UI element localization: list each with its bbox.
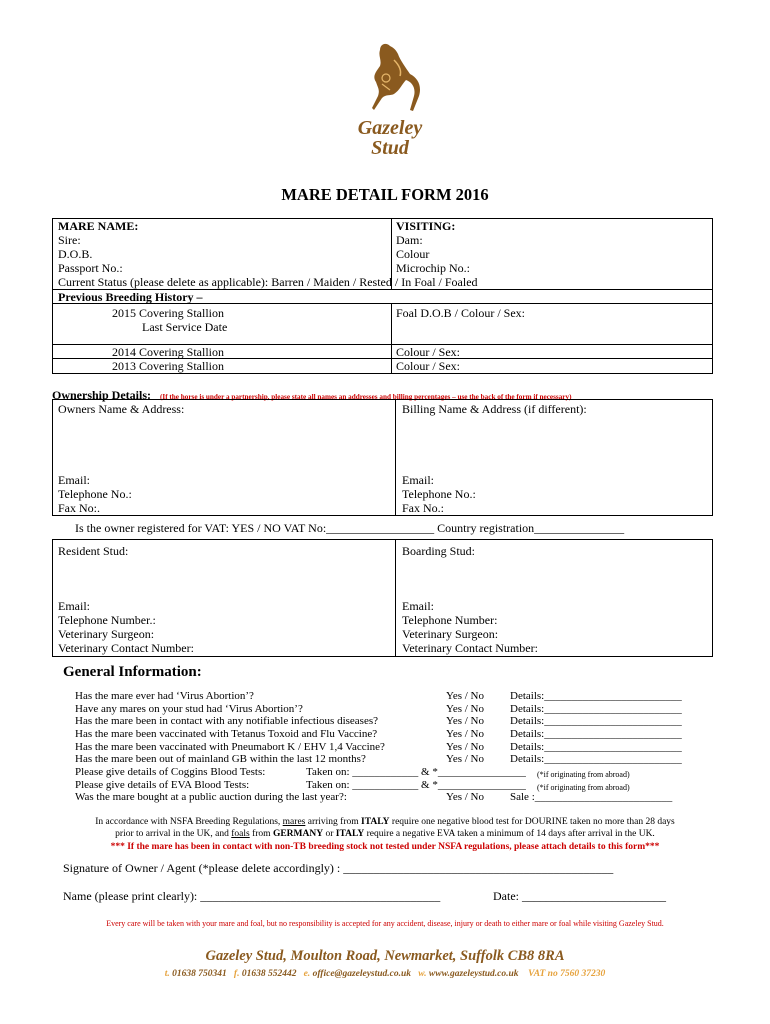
logo-line1: Gazeley bbox=[357, 117, 423, 139]
resident-vet-label: Veterinary Surgeon: bbox=[58, 627, 155, 641]
yes-no-3: Yes / No bbox=[446, 715, 485, 727]
coggins-abroad-note: (*if originating from abroad) bbox=[537, 770, 630, 779]
general-info-heading: General Information: bbox=[63, 664, 202, 680]
phone-label: t. bbox=[164, 969, 170, 979]
fax-label: f. bbox=[233, 969, 240, 979]
billing-email-label: Email: bbox=[402, 473, 434, 487]
website[interactable]: www.gazeleystud.co.uk bbox=[428, 969, 519, 979]
details-6: Details:_________________________ bbox=[510, 753, 682, 765]
details-1: Details:_________________________ bbox=[510, 690, 682, 702]
date-line[interactable]: Date: ________________________ bbox=[493, 889, 666, 903]
email-label: e. bbox=[303, 969, 311, 979]
dob-label: D.O.B. bbox=[58, 247, 93, 261]
coggins-label: Please give details of Coggins Blood Tests: bbox=[75, 766, 266, 778]
passport-label: Passport No.: bbox=[58, 261, 123, 275]
resident-email-label: Email: bbox=[58, 599, 90, 613]
vat-number: 7560 37230 bbox=[560, 969, 606, 979]
question-1: Has the mare ever had ‘Virus Abortion’? bbox=[75, 690, 254, 702]
dam-label: Dam: bbox=[396, 233, 423, 247]
owner-fax-label: Fax No:. bbox=[58, 501, 100, 515]
billing-telephone-label: Telephone No.: bbox=[402, 487, 476, 501]
eva-taken-on: Taken on: ____________ & *________________ bbox=[306, 779, 526, 791]
colour-sex-2014: Colour / Sex: bbox=[396, 345, 461, 359]
phone-number: 01638 750341 bbox=[172, 969, 227, 979]
colour-sex-2013: Colour / Sex: bbox=[396, 359, 461, 373]
last-service-label: Last Service Date bbox=[142, 320, 228, 334]
visiting-label: VISITING: bbox=[396, 219, 456, 233]
billing-fax-label: Fax No.: bbox=[402, 501, 444, 515]
yes-no-4: Yes / No bbox=[446, 728, 485, 740]
gazeley-stud-logo bbox=[320, 38, 460, 168]
coggins-taken-on: Taken on: ____________ & *________________ bbox=[306, 766, 526, 778]
stallion-2015-label: 2015 Covering Stallion bbox=[112, 306, 224, 320]
details-3: Details:_________________________ bbox=[510, 715, 682, 727]
fax-number: 01638 552442 bbox=[241, 969, 297, 979]
stallion-2013-label: 2013 Covering Stallion bbox=[112, 359, 224, 373]
yes-no-auction: Yes / No bbox=[446, 791, 485, 803]
sire-label: Sire: bbox=[58, 233, 81, 247]
form-title: MARE DETAIL FORM 2016 bbox=[281, 185, 489, 204]
owner-telephone-label: Telephone No.: bbox=[58, 487, 132, 501]
eva-abroad-note: (*if originating from abroad) bbox=[537, 783, 630, 792]
microchip-label: Microchip No.: bbox=[396, 261, 470, 275]
divider bbox=[391, 303, 392, 374]
web-label: w. bbox=[418, 969, 427, 979]
nsfa-line-2: prior to arrival in the UK, and foals from GERMANY or ITALY require a negative EVA taken a minimum of 14 days after arrival in the UK. bbox=[115, 829, 655, 839]
logo-line2: Stud bbox=[371, 137, 409, 159]
yes-no-2: Yes / No bbox=[446, 703, 485, 715]
ownership-heading: Ownership Details: bbox=[52, 388, 151, 402]
yes-no-5: Yes / No bbox=[446, 741, 485, 753]
signature-line[interactable]: Signature of Owner / Agent (*please delete accordingly) : _____________________________________________ bbox=[63, 861, 614, 875]
question-2: Have any mares on your stud had ‘Virus Abortion’? bbox=[75, 703, 303, 715]
auction-question: Was the mare bought at a public auction during the last year?: bbox=[75, 791, 347, 803]
vat-label: VAT no bbox=[528, 969, 558, 979]
nsfa-line-1: In accordance with NSFA Breeding Regulations, mares arriving from ITALY require one negative blood test for DOURINE taken no more than 28 days bbox=[95, 817, 675, 827]
details-4: Details:_________________________ bbox=[510, 728, 682, 740]
vat-line: Is the owner registered for VAT: YES / NO VAT No:__________________ Country registration_______________ bbox=[75, 521, 625, 535]
boarding-email-label: Email: bbox=[402, 599, 434, 613]
footer-address: Gazeley Stud, Moulton Road, Newmarket, Suffolk CB8 8RA bbox=[205, 948, 565, 964]
question-6: Has the mare been out of mainland GB within the last 12 months? bbox=[75, 753, 366, 765]
resident-stud-label: Resident Stud: bbox=[58, 544, 129, 558]
email-address[interactable]: office@gazeleystud.co.uk bbox=[312, 969, 412, 979]
yes-no-6: Yes / No bbox=[446, 753, 485, 765]
sale-details: Sale :_________________________ bbox=[510, 791, 673, 803]
breeding-history-heading: Previous Breeding History – bbox=[58, 290, 203, 304]
colour-label: Colour bbox=[396, 247, 430, 261]
owners-label: Owners Name & Address: bbox=[58, 402, 185, 416]
current-status: Current Status (please delete as applicable): Barren / Maiden / Rested / In Foal / Foaled bbox=[58, 275, 478, 289]
print-name-line[interactable]: Name (please print clearly): ________________________________________ bbox=[63, 889, 441, 903]
ownership-note: (If the horse is under a partnership, please state all names an addresses and billing percentages – use the back of the form if necessary) bbox=[160, 393, 572, 401]
footer-contacts bbox=[0, 968, 770, 981]
question-4: Has the mare been vaccinated with Tetanus Toxoid and Flu Vaccine? bbox=[75, 728, 378, 740]
yes-no-1: Yes / No bbox=[446, 690, 485, 702]
mare-name-label: MARE NAME: bbox=[58, 219, 139, 233]
eva-label: Please give details of EVA Blood Tests: bbox=[75, 779, 250, 791]
boarding-vet-label: Veterinary Surgeon: bbox=[402, 627, 499, 641]
question-3: Has the mare been in contact with any notifiable infectious diseases? bbox=[75, 715, 379, 727]
nsfa-warning: *** If the mare has been in contact with non-TB breeding stock not tested under NSFA regulations, please attach details to this form*** bbox=[110, 842, 660, 852]
stallion-2014-label: 2014 Covering Stallion bbox=[112, 345, 224, 359]
disclaimer: Every care will be taken with your mare and foal, but no responsibility is accepted for any accident, disease, injury or death to either mare or foal while visiting Gazeley Stud. bbox=[106, 919, 664, 928]
question-5: Has the mare been vaccinated with Pneumabort K / EHV 1,4 Vaccine? bbox=[75, 741, 385, 753]
resident-telephone-label: Telephone Number.: bbox=[58, 613, 156, 627]
boarding-telephone-label: Telephone Number: bbox=[402, 613, 498, 627]
details-5: Details:_________________________ bbox=[510, 741, 682, 753]
foal-details-label: Foal D.O.B / Colour / Sex: bbox=[396, 306, 526, 320]
owner-email-label: Email: bbox=[58, 473, 90, 487]
details-2: Details:_________________________ bbox=[510, 703, 682, 715]
boarding-vet-contact-label: Veterinary Contact Number: bbox=[402, 641, 538, 655]
resident-vet-contact-label: Veterinary Contact Number: bbox=[58, 641, 194, 655]
billing-label: Billing Name & Address (if different): bbox=[402, 402, 587, 416]
boarding-stud-label: Boarding Stud: bbox=[402, 544, 476, 558]
